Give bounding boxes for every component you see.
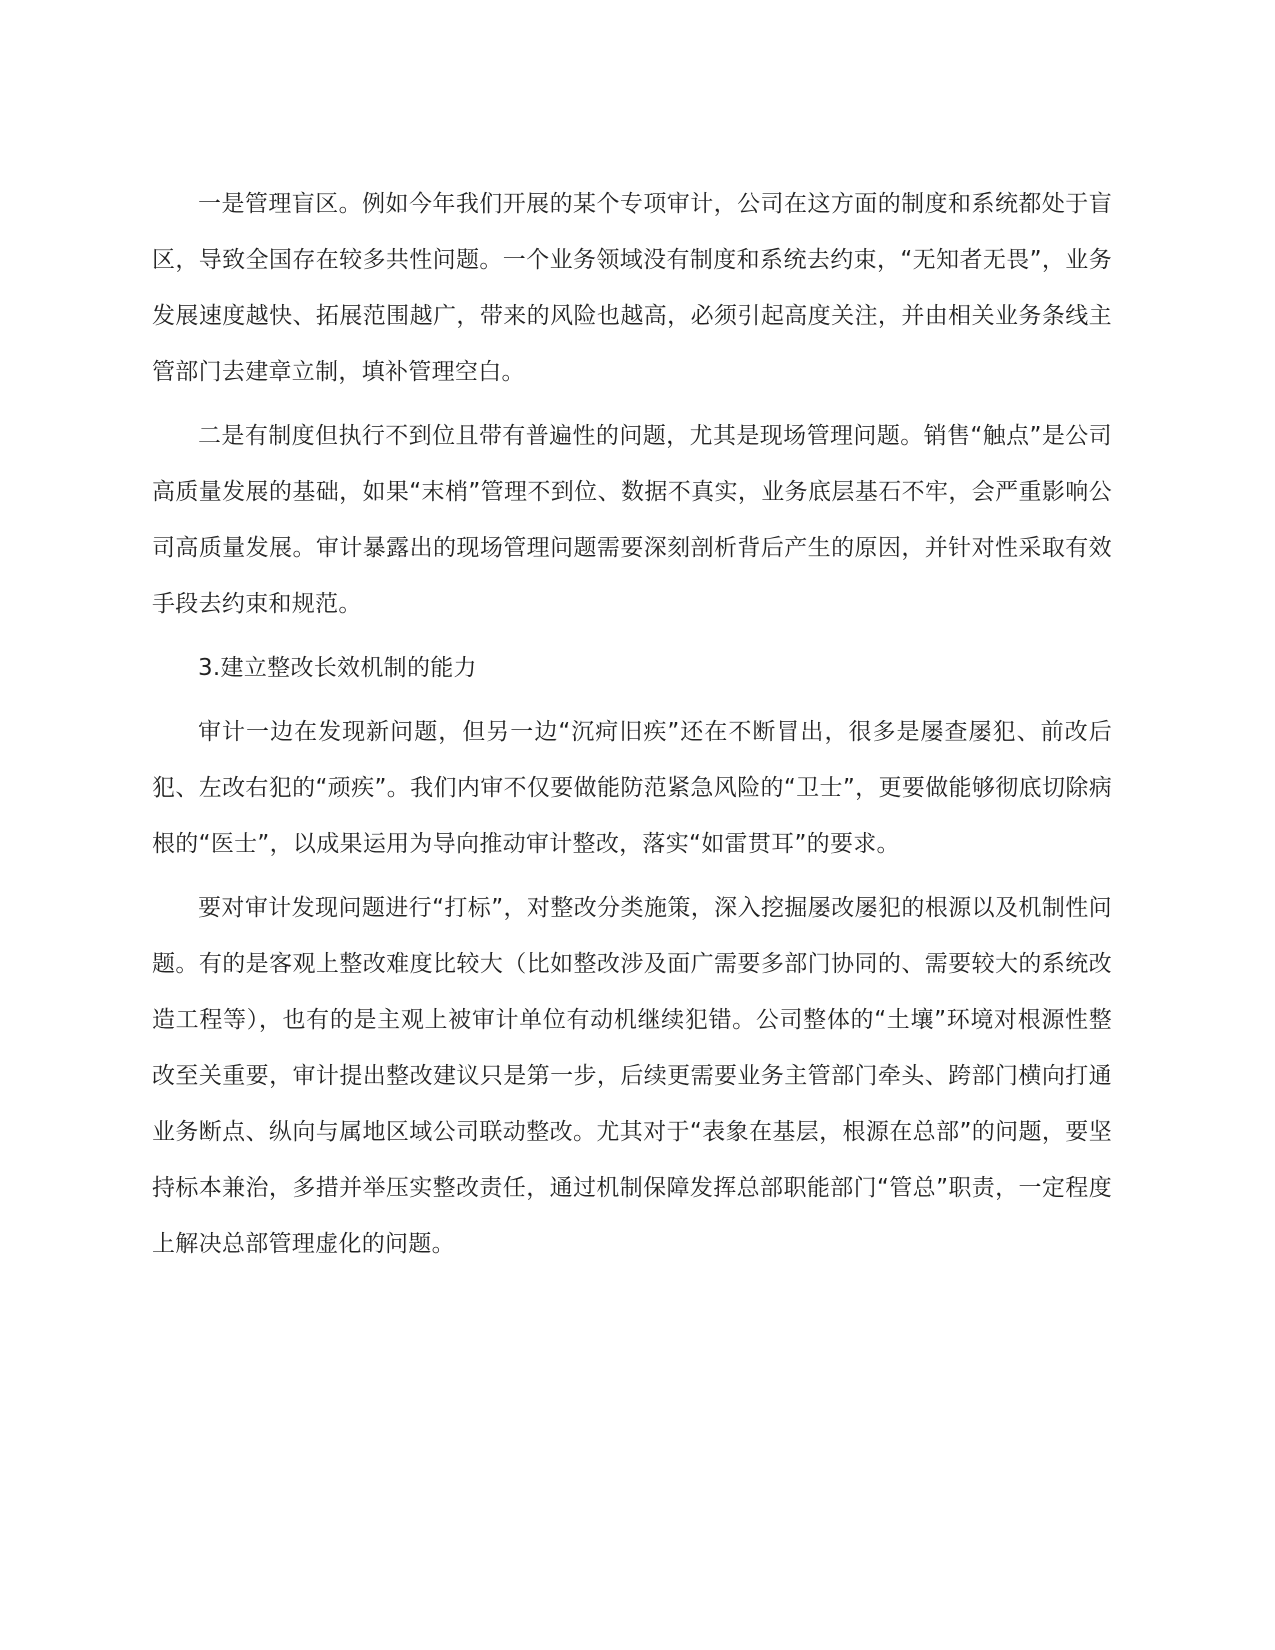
section-heading-rectification-mechanism: 3.建立整改长效机制的能力 [198, 655, 477, 681]
paragraph-chronic-issues: 审计一边在发现新问题，但另一边“沉疴旧疾”还在不断冒出，很多是屡查屡犯、前改后犯、左改右犯的“顽疾”。我们内审不仅要做能防范紧急风险的“卫士”，更要做能够彻底切除病根的“医士”，以成果运用为导向推动审计整改，落实“如雷贯耳”的要求。 [152, 719, 1112, 857]
paragraph-execution-issues: 二是有制度但执行不到位且带有普遍性的问题，尤其是现场管理问题。销售“触点”是公司高质量发展的基础，如果“末梢”管理不到位、数据不真实，业务底层基石不牢，会严重影响公司高质量发展。审计暴露出的现场管理问题需要深刻剖析背后产生的原因，并针对性采取有效手段去约束和规范。 [152, 423, 1112, 617]
document-body [152, 176, 1112, 1280]
paragraph-management-blind-spot: 一是管理盲区。例如今年我们开展的某个专项审计，公司在这方面的制度和系统都处于盲区，导致全国存在较多共性问题。一个业务领域没有制度和系统去约束，“无知者无畏”，业务发展速度越快、拓展范围越广，带来的风险也越高，必须引起高度关注，并由相关业务条线主管部门去建章立制，填补管理空白。 [152, 191, 1112, 385]
paragraph-root-cause-rectification: 要对审计发现问题进行“打标”，对整改分类施策，深入挖掘屡改屡犯的根源以及机制性问题。有的是客观上整改难度比较大（比如整改涉及面广需要多部门协同的、需要较大的系统改造工程等），也有的是主观上被审计单位有动机继续犯错。公司整体的“土壤”环境对根源性整改至关重要，审计提出整改建议只是第一步，后续更需要业务主管部门牵头、跨部门横向打通业务断点、纵向与属地区域公司联动整改。尤其对于“表象在基层，根源在总部”的问题，要坚持标本兼治，多措并举压实整改责任，通过机制保障发挥总部职能部门“管总”职责，一定程度上解决总部管理虚化的问题。 [152, 895, 1112, 1257]
